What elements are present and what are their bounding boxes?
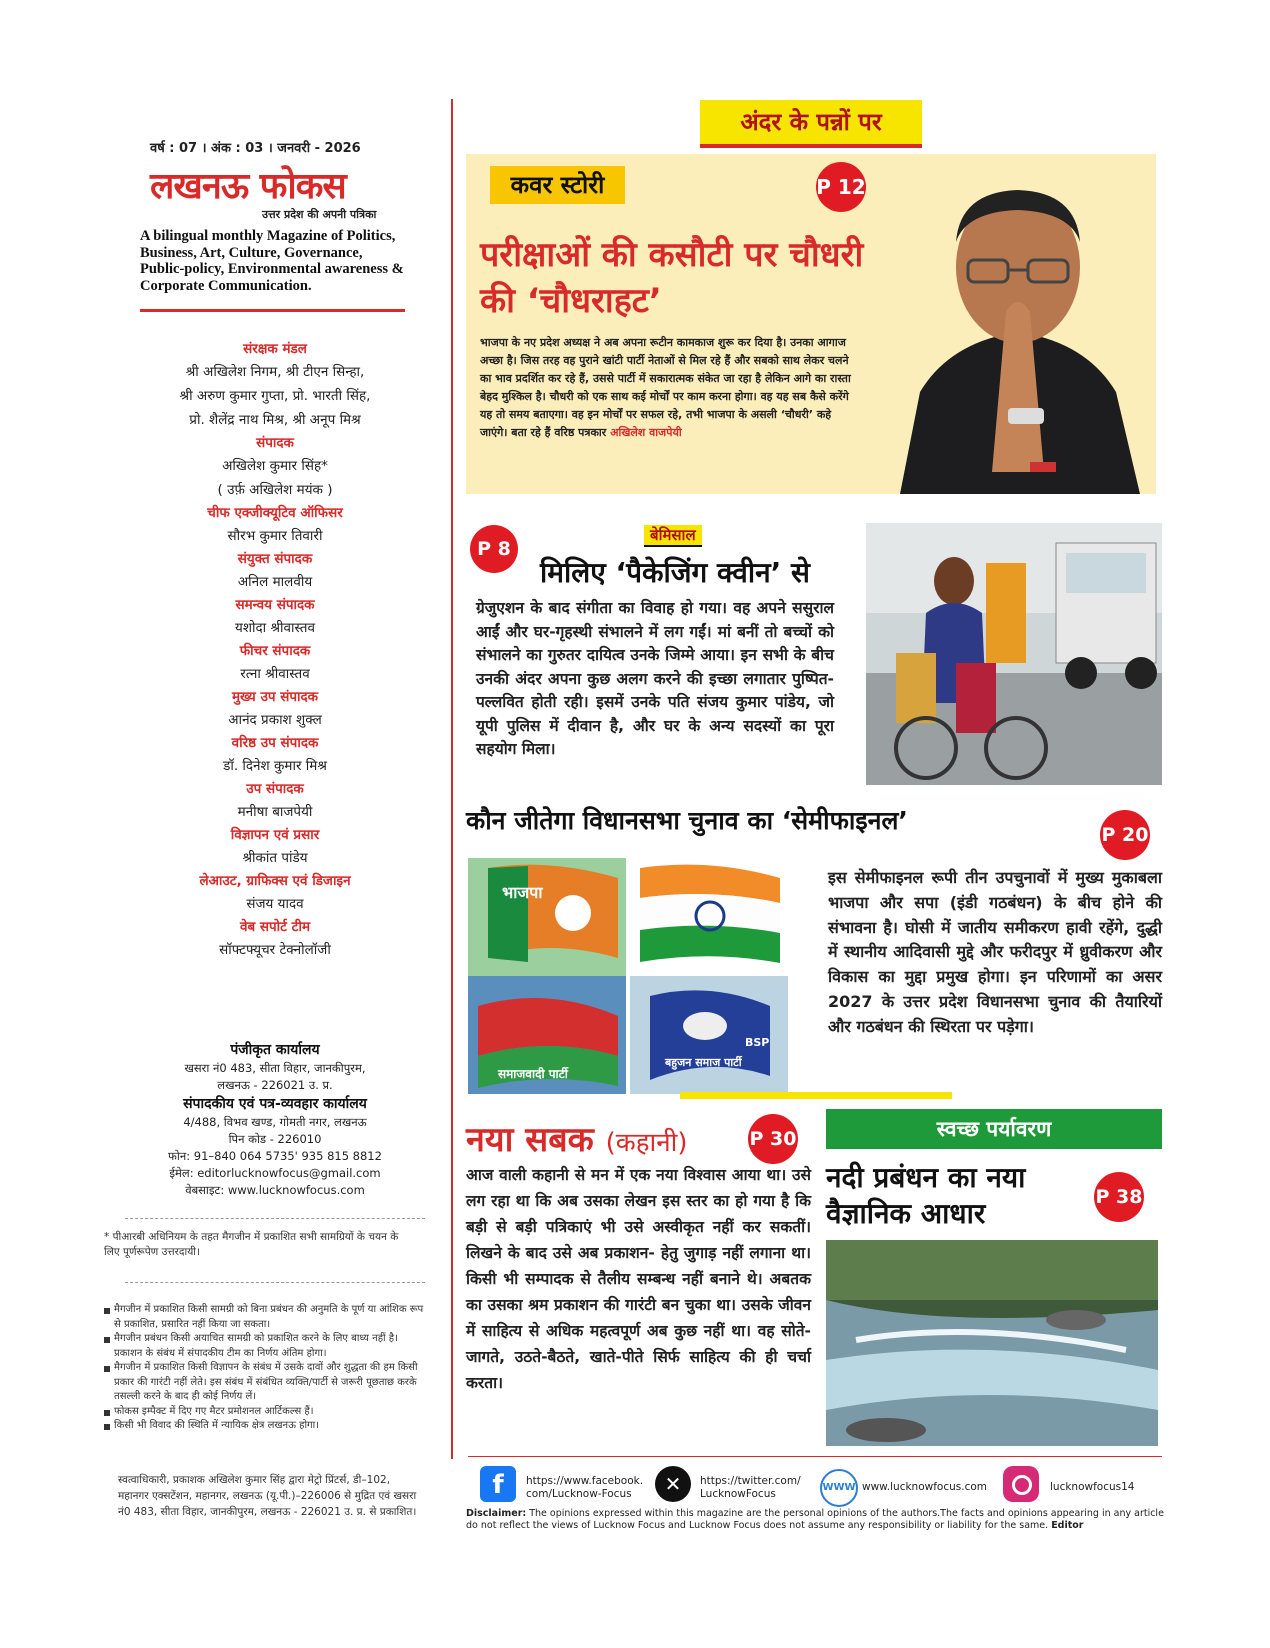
website-link[interactable]: www.lucknowfocus.com bbox=[862, 1481, 988, 1493]
story-subtitle: (कहानी) bbox=[605, 1128, 688, 1158]
facebook-link[interactable]: https://www.facebook. com/Lucknow-Focus bbox=[526, 1475, 644, 1500]
editorial-office-heading: संपादकीय एवं पत्र-व्यवहार कार्यालय bbox=[183, 1096, 367, 1112]
disclaimer-label: Disclaimer: bbox=[466, 1508, 527, 1519]
staff-name: अखिलेश कुमार सिंह* bbox=[222, 458, 328, 474]
election-page-badge[interactable]: P 20 bbox=[1100, 810, 1150, 860]
staff-role: संयुक्त संपादक bbox=[237, 551, 313, 567]
bsp-flag-text-hindi: बहुजन समाज पार्टी bbox=[665, 1056, 742, 1069]
cover-story-author: अखिलेश वाजपेयी bbox=[610, 426, 682, 439]
x-twitter-icon[interactable]: ✕ bbox=[655, 1466, 691, 1502]
rule-item: फोकस इम्पैक्ट में दिए गए मैटर प्रमोशनल आर्टिकल्स हैं। bbox=[104, 1405, 424, 1420]
staff-role: समन्वय संपादक bbox=[235, 597, 315, 613]
feature-title[interactable]: मिलिए ‘पैकेजिंग क्वीन’ से bbox=[540, 556, 810, 589]
issue-info: वर्ष : 07 । अंक : 03 । जनवरी - 2026 bbox=[150, 141, 361, 156]
inside-pages-banner: अंदर के पन्नों पर bbox=[700, 100, 922, 148]
feature-body: ग्रेजुएशन के बाद संगीता का विवाह हो गया। वह अपने ससुराल आईं और घर-गृहस्थी संभालने में लग गईं। मां बनीं तो बच्चों को संभालने का गुरुतर दायित्व उनके जिम्मे आया। इन सभी के बीच उनकी अंदर अपना कुछ अलग करने की इच्छा लगातार पुष्पित-पल्लवित होती रही। इसमें उनके पति संजय कुमार पांडेय, जो यूपी पुलिस में दीवान है, और घर के अन्य सदस्यों का पूरा सहयोग मिला। bbox=[476, 599, 834, 758]
website-icon[interactable]: WWW bbox=[820, 1469, 858, 1507]
registered-office-line: खसरा नं0 483, सीता विहार, जानकीपुरम, bbox=[184, 1061, 366, 1075]
staff-role: संरक्षक मंडल bbox=[243, 341, 307, 357]
bsp-flag-text: BSP bbox=[745, 1036, 770, 1049]
magazine-title: लखनऊ फोकस bbox=[150, 165, 346, 207]
magazine-tagline: उत्तर प्रदेश की अपनी पत्रिका bbox=[262, 208, 377, 221]
election-body: इस सेमीफाइनल रूपी तीन उपचुनावों में मुख्य मुकाबला भाजपा और सपा (इंडी गठबंधन) के बीच होने की संभावना है। घोसी में जातीय समीकरण हावी रहेंगे, दुद्धी में स्थानीय आदिवासी मुद्दे और फरीदपुर में ध्रुवीकरण और विकास का मुद्दा प्रमुख होगा। इन परिणामों का असर 2027 के उत्तर प्रदेश विधानसभा चुनाव की तैयारियों और गठबंधन की स्थिरता पर पड़ेगा। bbox=[828, 868, 1162, 1036]
staff-role: मुख्य उप संपादक bbox=[231, 689, 319, 705]
staff-name: सॉफ्टफ्यूचर टेक्नोलॉजी bbox=[219, 942, 331, 958]
editorial-office-line: पिन कोड - 226010 bbox=[228, 1132, 322, 1146]
feature-label: बेमिसाल bbox=[644, 525, 702, 547]
staff-role: चीफ एक्जीक्यूटिव ऑफिसर bbox=[207, 505, 343, 521]
note-divider-bottom bbox=[125, 1282, 425, 1283]
story-body: आज वाली कहानी से मन में एक नया विश्वास आया था। उसे लग रहा था कि अब उसका लेखन इस स्तर का हो गया है कि बड़ी से बड़ी पत्रिकाएं भी उसे अस्वीकृत नहीं कर सकतीं। लिखने के बाद उसे अब प्रकाशन- हेतु जुगाड़ नहीं लगाना था। किसी भी सम्पादक से तैलीय सम्बन्ध नहीं बनाने थे। अबतक का उसका श्रम प्रकाशन की गारंटी बन चुका था। उसके जीवन में साहित्य से अधिक महत्वपूर्ण अब कुछ नहीं था। वह सोते-जागते, उठते-बैठते, खाते-पीते सिर्फ साहित्य की ही चर्चा करता। bbox=[466, 1166, 811, 1392]
instagram-icon[interactable] bbox=[1003, 1466, 1039, 1502]
twitter-link[interactable]: https://twitter.com/ LucknowFocus bbox=[700, 1475, 801, 1500]
congress-flag-image bbox=[630, 858, 788, 976]
section-strip bbox=[680, 1092, 952, 1099]
staff-name: प्रो. शैलेंद्र नाथ मिश्र, श्री अनूप मिश्र bbox=[189, 412, 361, 428]
staff-name: यशोदा श्रीवास्तव bbox=[235, 620, 315, 636]
river-photo bbox=[826, 1240, 1158, 1446]
story-page-badge[interactable]: P 30 bbox=[748, 1114, 798, 1164]
sp-flag-text: समाजवादी पार्टी bbox=[498, 1067, 568, 1081]
cover-story-label: कवर स्टोरी bbox=[490, 166, 625, 204]
cover-story-body bbox=[480, 334, 855, 442]
cover-page-badge[interactable]: P 12 bbox=[816, 162, 866, 212]
staff-name: रत्ना श्रीवास्तव bbox=[240, 666, 310, 682]
instagram-handle[interactable]: lucknowfocus14 bbox=[1050, 1481, 1135, 1493]
staff-name: ( उर्फ़ अखिलेश मयंक ) bbox=[217, 482, 333, 498]
sp-flag-image bbox=[468, 976, 626, 1094]
editorial-office-line: 4/488, विभव खण्ड, गोमती नगर, लखनऊ bbox=[183, 1115, 367, 1129]
staff-role: लेआउट, ग्राफिक्स एवं डिजाइन bbox=[199, 873, 351, 889]
staff-name: श्री अरुण कुमार गुप्ता, प्रो. भारती सिंह, bbox=[179, 388, 371, 404]
website-line: वेबसाइट: www.lucknowfocus.com bbox=[185, 1183, 365, 1197]
ownership-statement: स्वत्वाधिकारी, प्रकाशक अखिलेश कुमार सिंह द्वारा मेट्रो प्रिंटर्स, डी–102, महानगर एक्सटेंशन, महानगर, लखनऊ (यू.पी.)–226006 से मुद्रित एवं खसरा नं0 483, सीता विहार, जानकीपुरम, लखनऊ - 226021 उ. प्र. से प्रकाशित। bbox=[118, 1474, 417, 1518]
registered-office-heading: पंजीकृत कार्यालय bbox=[230, 1042, 320, 1058]
story-title-main: नया सबक bbox=[466, 1120, 594, 1160]
cover-story-title[interactable]: परीक्षाओं की कसौटी पर चौधरी की ‘चौधराहट’ bbox=[480, 235, 864, 321]
email-line: ईमेल: editorlucknowfocus@gmail.com bbox=[169, 1166, 381, 1180]
staff-name: श्रीकांत पांडेय bbox=[242, 850, 308, 866]
column-divider bbox=[451, 99, 453, 1459]
staff-list bbox=[140, 338, 410, 962]
staff-name: डॉ. दिनेश कुमार मिश्र bbox=[223, 758, 327, 774]
environment-page-badge[interactable]: P 38 bbox=[1094, 1172, 1144, 1222]
office-addresses bbox=[140, 1040, 410, 1199]
staff-role: उप संपादक bbox=[246, 781, 304, 797]
story-title[interactable] bbox=[466, 1115, 688, 1161]
bjp-flag-image bbox=[468, 858, 626, 976]
disclaimer-text: The opinions expressed within this magazine are the personal opinions of the authors.The facts and opinions appearing in any article do not reflect the views of Lucknow Focus and Lucknow Focus does not assume any responsibility or liability for the same. bbox=[466, 1508, 1164, 1531]
phone-line: फोन: 91–840 064 5735' 935 815 8812 bbox=[168, 1149, 382, 1163]
staff-role: वेब सपोर्ट टीम bbox=[239, 919, 311, 935]
staff-name: अनिल मालवीय bbox=[237, 574, 313, 590]
rule-item: मैगजीन में प्रकाशित किसी सामग्री को बिना प्रबंधन की अनुमति के पूर्ण या आंशिक रूप से प्रकाशित, प्रसारित नहीं किया जा सकता। bbox=[104, 1303, 424, 1332]
masthead-divider bbox=[140, 309, 405, 312]
bjp-flag-text: भाजपा bbox=[502, 883, 543, 902]
note-divider-top bbox=[125, 1218, 425, 1219]
packaging-queen-photo bbox=[866, 523, 1162, 785]
staff-role: विज्ञापन एवं प्रसार bbox=[230, 827, 320, 843]
election-title[interactable]: कौन जीतेगा विधानसभा चुनाव का ‘सेमीफाइनल’ bbox=[466, 806, 908, 835]
staff-name: आनंद प्रकाश शुक्ल bbox=[228, 712, 322, 728]
staff-name: मनीषा बाजपेयी bbox=[237, 804, 313, 820]
rules-list bbox=[104, 1303, 424, 1434]
magazine-description: A bilingual monthly Magazine of Politics, Business, Art, Culture, Governance, Public-policy, Environmental awareness & Corporate Communication. bbox=[140, 228, 404, 294]
prb-note: * पीआरबी अधिनियम के तहत मैगजीन में प्रकाशित सभी सामग्रियों के चयन के लिए पूर्णरूपेण उत्तरदायी। bbox=[104, 1231, 399, 1258]
disclaimer bbox=[466, 1508, 1166, 1532]
bsp-flag-image bbox=[630, 976, 788, 1094]
environment-label: स्वच्छ पर्यावरण bbox=[826, 1109, 1162, 1149]
staff-role: फीचर संपादक bbox=[239, 643, 311, 659]
environment-title[interactable]: नदी प्रबंधन का नया वैज्ञानिक आधार bbox=[826, 1161, 1026, 1230]
staff-name: श्री अखिलेश निगम, श्री टीएन सिन्हा, bbox=[185, 364, 365, 380]
rule-item: किसी भी विवाद की स्थिति में न्यायिक क्षेत्र लखनऊ होगा। bbox=[104, 1419, 424, 1434]
facebook-icon[interactable]: f bbox=[480, 1466, 516, 1502]
feature-page-badge[interactable]: P 8 bbox=[470, 525, 518, 573]
footer-divider bbox=[468, 1456, 1162, 1457]
cover-politician-photo bbox=[880, 172, 1156, 494]
cover-story-text: भाजपा के नए प्रदेश अध्यक्ष ने अब अपना रूटीन कामकाज शुरू कर दिया है। उनका आगाज अच्छा है। जिस तरह वह पुराने खांटी पार्टी नेताओं से मिल रहे हैं और सबको साथ लेकर चलने का भाव प्रदर्शित कर रहे हैं, उससे पार्टी में सकारात्मक संकेत जा रहा है लेकिन आगे का रास्ता बेहद मुश्किल है। चौधरी को एक साथ कई मोर्चों पर काम करना होगा। वह यह सब कैसे करेंगे यह तो समय बताएगा। वह इन मोर्चों पर सफल रहे, तभी भाजपा के असली ‘चौधरी’ कहे जाएंगे। बता रहे हैं वरिष्ठ पत्रकार bbox=[480, 336, 851, 439]
staff-name: संजय यादव bbox=[246, 896, 304, 912]
rule-item: मैगजीन प्रबंधन किसी अयाचित सामग्री को प्रकाशित करने के लिए बाध्य नहीं है। प्रकाशन के संबंध में संपादकीय टीम का निर्णय अंतिम होगा। bbox=[104, 1332, 424, 1361]
rule-item: मैगजीन में प्रकाशित किसी विज्ञापन के संबंध में उसके दावों और शुद्धता की हम किसी प्रकार की गारंटी नहीं लेते। इस संबंध में संबंधित व्यक्ति/पार्टी से जरूरी पूछताछ करके तसल्ली करने के बाद ही कोई निर्णय लें। bbox=[104, 1361, 424, 1405]
staff-role: संपादक bbox=[256, 435, 294, 451]
registered-office-line: लखनऊ - 226021 उ. प्र. bbox=[217, 1078, 333, 1092]
staff-role: वरिष्ठ उप संपादक bbox=[231, 735, 319, 751]
staff-name: सौरभ कुमार तिवारी bbox=[227, 528, 323, 544]
disclaimer-editor: Editor bbox=[1051, 1520, 1084, 1531]
